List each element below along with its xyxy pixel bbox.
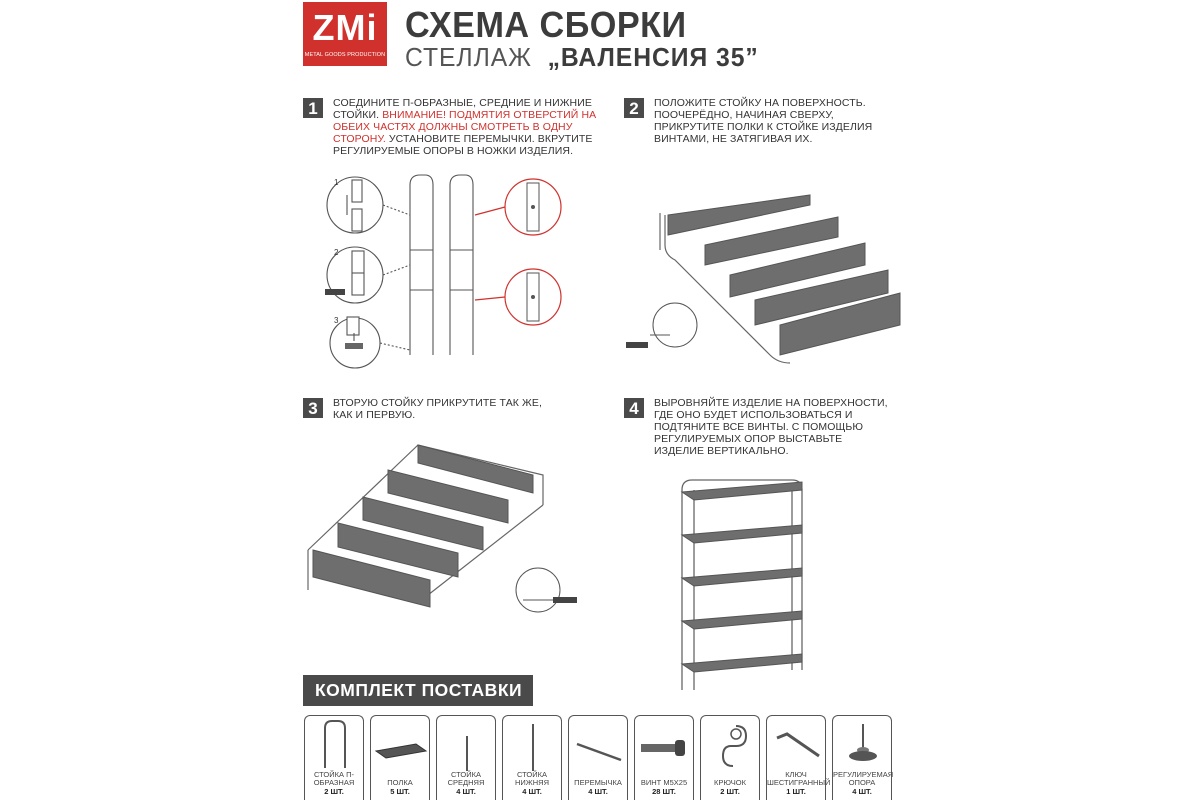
callout-2: 2	[334, 248, 339, 257]
logo-subtitle: METAL GOODS PRODUCTION	[304, 52, 386, 58]
kit-item-shelf	[370, 715, 430, 800]
step-2-illustration	[620, 185, 905, 370]
step-1-number: 1	[303, 98, 323, 118]
step-4-illustration	[672, 470, 812, 695]
subtitle-model: „ВАЛЕНСИЯ 35”	[547, 42, 759, 72]
step-2-text: ПОЛОЖИТЕ СТОЙКУ НА ПОВЕРХНОСТЬ. ПООЧЕРЁДНО, НАЧИНАЯ СВЕРХУ, ПРИКРУТИТЕ ПОЛКИ К СТОЙКЕ ИЗДЕЛИЯ ВИНТАМИ, НЕ ЗАТЯГИВАЯ ИХ.	[654, 97, 873, 145]
step-1-text-after: УСТАНОВИТЕ ПЕРЕМЫЧКИ. ВКРУТИТЕ РЕГУЛИРУЕМЫЕ ОПОРЫ В НОЖКИ ИЗДЕЛИЯ.	[333, 133, 593, 157]
step-3-text: ВТОРУЮ СТОЙКУ ПРИКРУТИТЕ ТАК ЖЕ, КАК И ПЕРВУЮ.	[333, 397, 542, 421]
adjustable-foot-icon	[833, 716, 893, 776]
kit-item-bottom-post	[502, 715, 562, 800]
step-4-text: ВЫРОВНЯЙТЕ ИЗДЕЛИЕ НА ПОВЕРХНОСТИ, ГДЕ ОНО БУДЕТ ИСПОЛЬЗОВАТЬСЯ И ПОДТЯНИТЕ ВСЕ ВИНТЫ. С ПОМОЩЬЮ РЕГУЛИРУЕМЫХ ОПОР ВЫСТАВЬТЕ ИЗДЕЛИЕ ВЕРТИКАЛЬНО.	[654, 397, 888, 457]
kit-item-hex-key	[766, 715, 831, 800]
kit-item-qty: 2 ШТ.	[324, 786, 344, 796]
brand-logo	[303, 2, 387, 66]
step-1-warning: ВНИМАНИЕ! ПОДМЯТИЯ ОТВЕРСТИЙ НА ОБЕИХ ЧАСТЯХ ДОЛЖНЫ СМОТРЕТЬ В ОДНУ СТОРОНУ.	[333, 109, 597, 145]
kit-item-label: ПОЛКА	[387, 778, 413, 787]
kit-item-qty: 1 ШТ.	[786, 786, 806, 796]
kit-title: КОМПЛЕКТ ПОСТАВКИ	[303, 675, 533, 706]
step-2-number: 2	[624, 98, 644, 118]
step-3-number: 3	[303, 398, 323, 418]
hex-key-icon	[767, 716, 827, 776]
kit-item-label: СТОЙКА П-ОБРАЗНАЯ	[313, 769, 355, 787]
u-post-icon	[305, 716, 365, 776]
hook-icon	[701, 716, 761, 776]
callout-1: 1	[334, 178, 339, 187]
kit-item-qty: 4 ШТ.	[852, 786, 872, 796]
step-1-text-before: СОЕДИНИТЕ П-ОБРАЗНЫЕ, СРЕДНИЕ И НИЖНИЕ СТОЙКИ.	[333, 97, 592, 121]
crossbar-icon	[569, 716, 629, 776]
kit-item-label: РЕГУЛИРУЕМАЯ ОПОРА	[833, 769, 894, 787]
subtitle-prefix: СТЕЛЛАЖ	[405, 42, 532, 72]
kit-item-label: СТОЙКА НИЖНЯЯ	[515, 769, 549, 787]
step-1-illustration	[325, 165, 575, 365]
shelf-icon	[371, 716, 431, 776]
kit-item-adjustable-foot	[832, 715, 892, 800]
kit-item-qty: 4 ШТ.	[588, 786, 608, 796]
kit-item-qty: 4 ШТ.	[522, 786, 542, 796]
kit-items	[304, 715, 894, 800]
kit-item-hook	[700, 715, 760, 800]
kit-item-label: СТОЙКА СРЕДНЯЯ	[447, 769, 485, 787]
middle-post-icon	[437, 716, 497, 776]
page-subtitle	[405, 42, 759, 73]
bottom-post-icon	[503, 716, 563, 776]
logo-brand: ZMi	[312, 7, 378, 48]
kit-item-qty: 2 ШТ.	[720, 786, 740, 796]
kit-item-qty: 28 ШТ.	[652, 786, 676, 796]
step-1-text	[333, 97, 623, 157]
page-title: СХЕМА СБОРКИ	[405, 4, 687, 45]
step-3-illustration	[298, 435, 593, 635]
kit-item-qty: 5 ШТ.	[390, 786, 410, 796]
step-4-number: 4	[624, 398, 644, 418]
kit-item-qty: 4 ШТ.	[456, 786, 476, 796]
kit-item-label: ПЕРЕМЫЧКА	[574, 778, 622, 787]
kit-item-label: КЛЮЧ ШЕСТИГРАННЫЙ	[767, 769, 831, 787]
kit-item-label: ВИНТ М5Х25	[640, 778, 688, 787]
kit-item-crossbar	[568, 715, 628, 800]
screw-icon	[635, 716, 695, 776]
callout-3: 3	[334, 316, 339, 325]
kit-item-screw	[634, 715, 694, 800]
kit-item-label: КРЮЧОК	[714, 778, 746, 787]
kit-item-middle-post	[436, 715, 496, 800]
kit-item-u-post	[304, 715, 364, 800]
